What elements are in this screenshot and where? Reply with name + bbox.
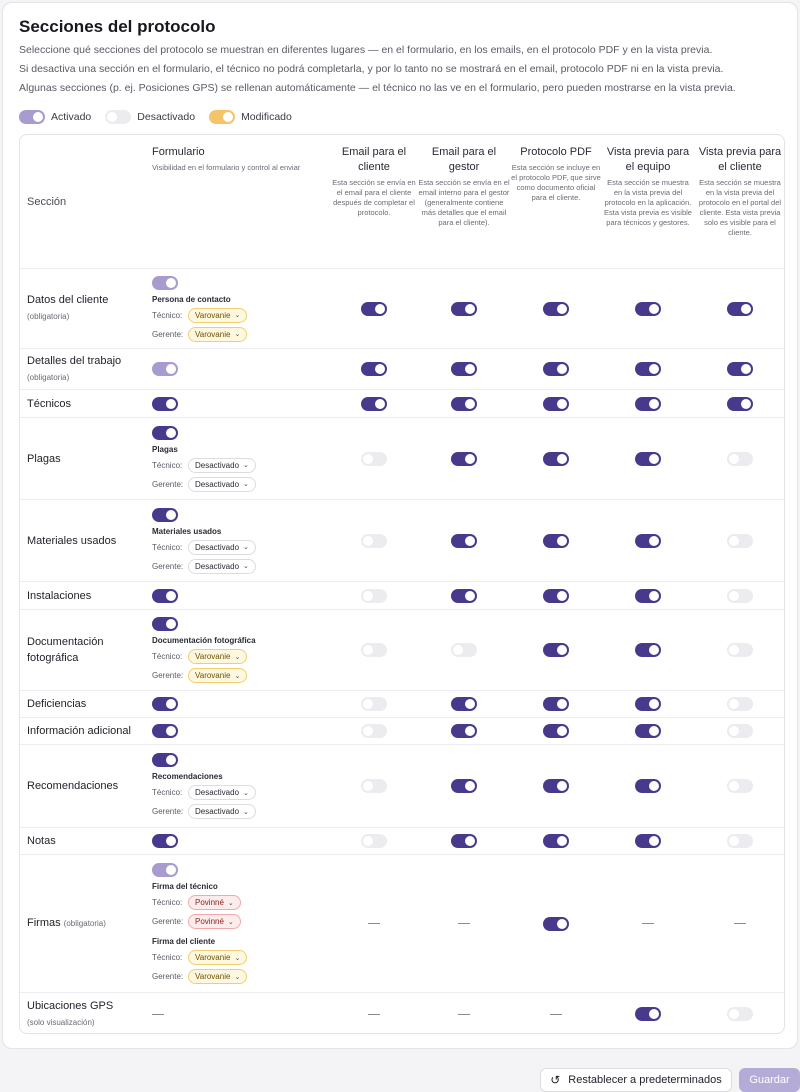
subfield-title: Materiales usados xyxy=(152,526,222,536)
column-header-team-preview-desc: Esta sección se muestra en la vista previa del protocolo en la aplicación. Esta vista previa es visible para técnicos y gestores. xyxy=(604,178,692,227)
team-preview-toggle[interactable] xyxy=(635,834,661,848)
client-preview-toggle[interactable] xyxy=(727,779,753,793)
chevron-down-icon: ⌄ xyxy=(234,954,241,962)
manager-label: Gerente: xyxy=(152,917,184,926)
client-preview-toggle[interactable] xyxy=(727,452,753,466)
column-header-pdf-desc: Esta sección se incluye en el protocolo PDF, que sirve como documento oficial para el cliente. xyxy=(511,163,601,202)
form-visibility-toggle[interactable] xyxy=(152,508,178,522)
section-name: Instalaciones xyxy=(27,589,92,602)
subfield-title: Documentación fotográfica xyxy=(152,636,256,645)
email-manager-toggle[interactable] xyxy=(451,643,477,657)
table-row xyxy=(20,828,784,855)
chevron-down-icon: ⌄ xyxy=(234,973,241,981)
client-preview-toggle[interactable] xyxy=(727,589,753,603)
team-preview-toggle[interactable] xyxy=(635,534,661,548)
pdf-toggle[interactable] xyxy=(543,302,569,316)
save-button[interactable]: Guardar xyxy=(739,1068,800,1092)
chevron-down-icon: ⌄ xyxy=(243,544,249,551)
legend-on: Activado xyxy=(19,110,91,124)
email-manager-toggle[interactable] xyxy=(451,362,477,376)
email-manager-toggle[interactable] xyxy=(451,397,477,411)
legend-off: Desactivado xyxy=(105,110,195,124)
chevron-down-icon: ⌄ xyxy=(243,808,249,816)
team-preview-toggle[interactable] xyxy=(635,1007,661,1021)
technician-label: Técnico: xyxy=(152,953,183,962)
email-manager-toggle[interactable] xyxy=(451,452,477,466)
manager-control-select[interactable]: Desactivado ⌄ xyxy=(188,804,256,819)
section-name: Deficiencias xyxy=(27,698,87,710)
chevron-down-icon: ⌄ xyxy=(234,331,241,338)
email-manager-toggle[interactable] xyxy=(451,697,477,711)
not-applicable-dash xyxy=(734,923,746,924)
client-preview-toggle[interactable] xyxy=(727,697,753,711)
manager-label: Gerente: xyxy=(152,561,184,571)
section-name: Ubicaciones GPS (solo visualización) xyxy=(27,999,114,1027)
form-visibility-toggle[interactable] xyxy=(152,426,178,440)
form-visibility-toggle[interactable] xyxy=(152,724,178,738)
table-row xyxy=(20,993,784,1034)
manager-control-select[interactable]: Desactivado ⌄ xyxy=(188,477,256,492)
table-row xyxy=(20,500,784,582)
subfield-title: Plagas xyxy=(152,444,178,454)
email-client-toggle[interactable] xyxy=(361,452,387,466)
legend xyxy=(19,110,306,124)
chevron-down-icon: ⌄ xyxy=(227,918,234,926)
form-visibility-toggle xyxy=(152,276,178,290)
email-manager-toggle[interactable] xyxy=(451,724,477,738)
column-header-section: Sección xyxy=(27,195,67,208)
toggle-icon xyxy=(19,110,45,124)
technician-control-select[interactable]: Desactivado ⌄ xyxy=(188,458,256,473)
pdf-toggle[interactable] xyxy=(543,917,569,931)
team-preview-toggle[interactable] xyxy=(635,362,661,376)
description-line-2: Si desactiva una sección en el formulario, el técnico no podrá completarla, y por lo tanto no se mostrará en el email, protocolo PDF ni en la vista previa. xyxy=(19,63,724,75)
not-applicable-dash xyxy=(458,1014,470,1015)
email-manager-toggle[interactable] xyxy=(451,589,477,603)
technician-label: Técnico: xyxy=(152,652,183,661)
technician-label: Técnico: xyxy=(152,542,183,552)
chevron-down-icon: ⌄ xyxy=(234,653,241,661)
section-name: Notas xyxy=(27,835,56,847)
section-name: Detalles del trabajo (obligatoria) xyxy=(27,354,122,382)
technician-label: Técnico: xyxy=(152,898,183,907)
email-client-toggle[interactable] xyxy=(361,397,387,411)
technician-control-select[interactable]: Desactivado ⌄ xyxy=(188,540,256,555)
subfield-title: Persona de contacto xyxy=(152,294,231,304)
technician-label: Técnico: xyxy=(152,788,183,797)
not-applicable-dash xyxy=(368,1014,380,1015)
email-manager-toggle[interactable] xyxy=(451,534,477,548)
not-applicable-dash xyxy=(642,923,654,924)
legend-modified: Modificado xyxy=(209,110,292,124)
team-preview-toggle[interactable] xyxy=(635,697,661,711)
table-row xyxy=(20,745,784,828)
manager-control-select[interactable]: Varovanie ⌄ xyxy=(188,327,247,342)
chevron-down-icon: ⌄ xyxy=(243,563,249,570)
manager-label: Gerente: xyxy=(152,972,184,981)
table-row xyxy=(20,349,784,390)
column-header-client-preview-desc: Esta sección se muestra en la vista previa del protocolo en el portal del cliente. Esta vista previa solo es visible para el cliente. xyxy=(698,178,782,237)
table-row xyxy=(20,418,784,500)
technician-label: Técnico: xyxy=(152,310,183,320)
toggle-icon xyxy=(105,110,131,124)
chevron-down-icon: ⌄ xyxy=(243,789,249,797)
description-line-1: Seleccione qué secciones del protocolo se muestran en diferentes lugares — en el formulario, en los emails, en el protocolo PDF y en la vista previa. xyxy=(19,44,713,56)
section-name: Datos del cliente (obligatoria) xyxy=(27,294,109,321)
section-name: Información adicional xyxy=(27,725,131,737)
chevron-down-icon: ⌄ xyxy=(243,481,249,488)
not-applicable-dash xyxy=(550,1014,562,1015)
section-name: Firmas (obligatoria) xyxy=(27,917,106,929)
table-row xyxy=(20,718,784,745)
column-header-email-manager: Email para el gestor xyxy=(431,146,497,173)
manager-control-select[interactable]: Desactivado ⌄ xyxy=(188,559,256,574)
column-header-email-client-desc: Esta sección se envía en el email para el cliente después de completar el protocolo. xyxy=(332,178,416,217)
pdf-toggle[interactable] xyxy=(543,697,569,711)
team-preview-toggle[interactable] xyxy=(635,724,661,738)
team-preview-toggle[interactable] xyxy=(635,397,661,411)
not-applicable-dash xyxy=(368,923,380,924)
technician-control-select[interactable]: Varovanie ⌄ xyxy=(188,308,247,323)
table-row xyxy=(20,691,784,718)
sections-table xyxy=(19,134,785,1034)
email-manager-toggle[interactable] xyxy=(451,779,477,793)
email-client-toggle[interactable] xyxy=(361,362,387,376)
toggle-icon xyxy=(209,110,235,124)
table-row xyxy=(20,390,784,418)
technician-control-select[interactable]: Desactivado ⌄ xyxy=(188,785,256,800)
email-client-toggle[interactable] xyxy=(361,302,387,316)
form-visibility-toggle[interactable] xyxy=(152,617,178,631)
pdf-toggle[interactable] xyxy=(543,397,569,411)
subfield-title: Firma del cliente xyxy=(152,937,216,946)
client-preview-toggle[interactable] xyxy=(727,834,753,848)
column-header-form: Formulario xyxy=(152,146,205,158)
form-visibility-toggle xyxy=(152,362,178,376)
section-name: Materiales usados xyxy=(27,534,117,547)
pdf-toggle[interactable] xyxy=(543,534,569,548)
form-visibility-toggle[interactable] xyxy=(152,834,178,848)
form-visibility-toggle[interactable] xyxy=(152,697,178,711)
table-row xyxy=(20,610,784,691)
pdf-toggle[interactable] xyxy=(543,834,569,848)
reset-icon: ↺ xyxy=(550,1073,561,1087)
email-client-toggle[interactable] xyxy=(361,834,387,848)
section-note: (obligatoria) xyxy=(27,312,70,321)
client-preview-toggle[interactable] xyxy=(727,534,753,548)
settings-card xyxy=(2,2,798,1049)
table-row xyxy=(20,582,784,610)
client-preview-toggle[interactable] xyxy=(727,397,753,411)
chevron-down-icon: ⌄ xyxy=(227,899,234,907)
email-client-toggle[interactable] xyxy=(361,779,387,793)
chevron-down-icon: ⌄ xyxy=(243,462,249,469)
manager-label: Gerente: xyxy=(152,671,184,680)
manager-control-select[interactable]: Varovanie ⌄ xyxy=(188,668,247,683)
manager-label: Gerente: xyxy=(152,329,184,339)
chevron-down-icon: ⌄ xyxy=(234,672,241,680)
column-header-client-preview: Vista previa para el cliente xyxy=(698,146,782,173)
manager-control-select[interactable]: Varovanie ⌄ xyxy=(188,969,247,984)
section-name: Plagas xyxy=(27,452,61,465)
manager-control-select[interactable]: Povinné ⌄ xyxy=(188,914,241,929)
pdf-toggle[interactable] xyxy=(543,452,569,466)
team-preview-toggle[interactable] xyxy=(635,643,661,657)
team-preview-toggle[interactable] xyxy=(635,589,661,603)
team-preview-toggle[interactable] xyxy=(635,779,661,793)
email-manager-toggle[interactable] xyxy=(451,834,477,848)
column-header-form-desc: Visibilidad en el formulario y control al enviar xyxy=(152,163,301,172)
manager-label: Gerente: xyxy=(152,479,184,489)
client-preview-toggle[interactable] xyxy=(727,362,753,376)
form-visibility-toggle[interactable] xyxy=(152,753,178,767)
table-row xyxy=(20,855,784,993)
technician-label: Técnico: xyxy=(152,460,183,470)
column-header-email-manager-desc: Esta sección se envía en el email interno para el gestor (generalmente contiene más detalles que el email para el cliente). xyxy=(418,178,510,227)
form-visibility-toggle[interactable] xyxy=(152,589,178,603)
form-visibility-toggle[interactable] xyxy=(152,397,178,411)
pdf-toggle[interactable] xyxy=(543,362,569,376)
pdf-toggle[interactable] xyxy=(543,643,569,657)
column-header-team-preview: Vista previa para el equipo xyxy=(606,146,690,173)
manager-label: Gerente: xyxy=(152,807,184,816)
subfield-title: Firma del técnico xyxy=(152,882,218,891)
client-preview-toggle[interactable] xyxy=(727,724,753,738)
team-preview-toggle[interactable] xyxy=(635,452,661,466)
subfield-title: Recomendaciones xyxy=(152,772,223,781)
section-note: (solo visualización) xyxy=(27,1017,95,1027)
email-client-toggle[interactable] xyxy=(361,697,387,711)
team-preview-toggle[interactable] xyxy=(635,302,661,316)
description-line-3: Algunas secciones (p. ej. Posiciones GPS) se rellenan automáticamente — el técnico no las ve en el formulario, pero pueden mostrarse en la vista previa. xyxy=(19,82,736,94)
not-applicable-dash xyxy=(152,1014,164,1015)
column-header-email-client: Email para el cliente xyxy=(341,146,407,173)
form-visibility-toggle xyxy=(152,863,178,877)
table-header xyxy=(20,135,784,269)
page-title: Secciones del protocolo xyxy=(19,17,216,36)
reset-defaults-button[interactable]: ↺ Restablecer a predeterminados xyxy=(540,1068,732,1092)
not-applicable-dash xyxy=(458,923,470,924)
email-client-toggle[interactable] xyxy=(361,589,387,603)
technician-control-select[interactable]: Varovanie ⌄ xyxy=(188,950,247,965)
section-note: (obligatoria) xyxy=(27,372,70,382)
pdf-toggle[interactable] xyxy=(543,589,569,603)
table-row xyxy=(20,269,784,349)
column-header-pdf: Protocolo PDF xyxy=(520,146,592,158)
section-name: Documentación fotográfica xyxy=(27,636,104,664)
technician-control-select[interactable]: Povinné ⌄ xyxy=(188,895,241,910)
email-manager-toggle[interactable] xyxy=(451,302,477,316)
email-client-toggle[interactable] xyxy=(361,534,387,548)
client-preview-toggle[interactable] xyxy=(727,643,753,657)
client-preview-toggle[interactable] xyxy=(727,1007,753,1021)
chevron-down-icon: ⌄ xyxy=(234,312,241,319)
pdf-toggle[interactable] xyxy=(543,779,569,793)
pdf-toggle[interactable] xyxy=(543,724,569,738)
section-name: Recomendaciones xyxy=(27,780,119,792)
section-note: (obligatoria) xyxy=(63,919,106,928)
email-client-toggle[interactable] xyxy=(361,643,387,657)
email-client-toggle[interactable] xyxy=(361,724,387,738)
technician-control-select[interactable]: Varovanie ⌄ xyxy=(188,649,247,664)
section-name: Técnicos xyxy=(27,397,72,410)
client-preview-toggle[interactable] xyxy=(727,302,753,316)
